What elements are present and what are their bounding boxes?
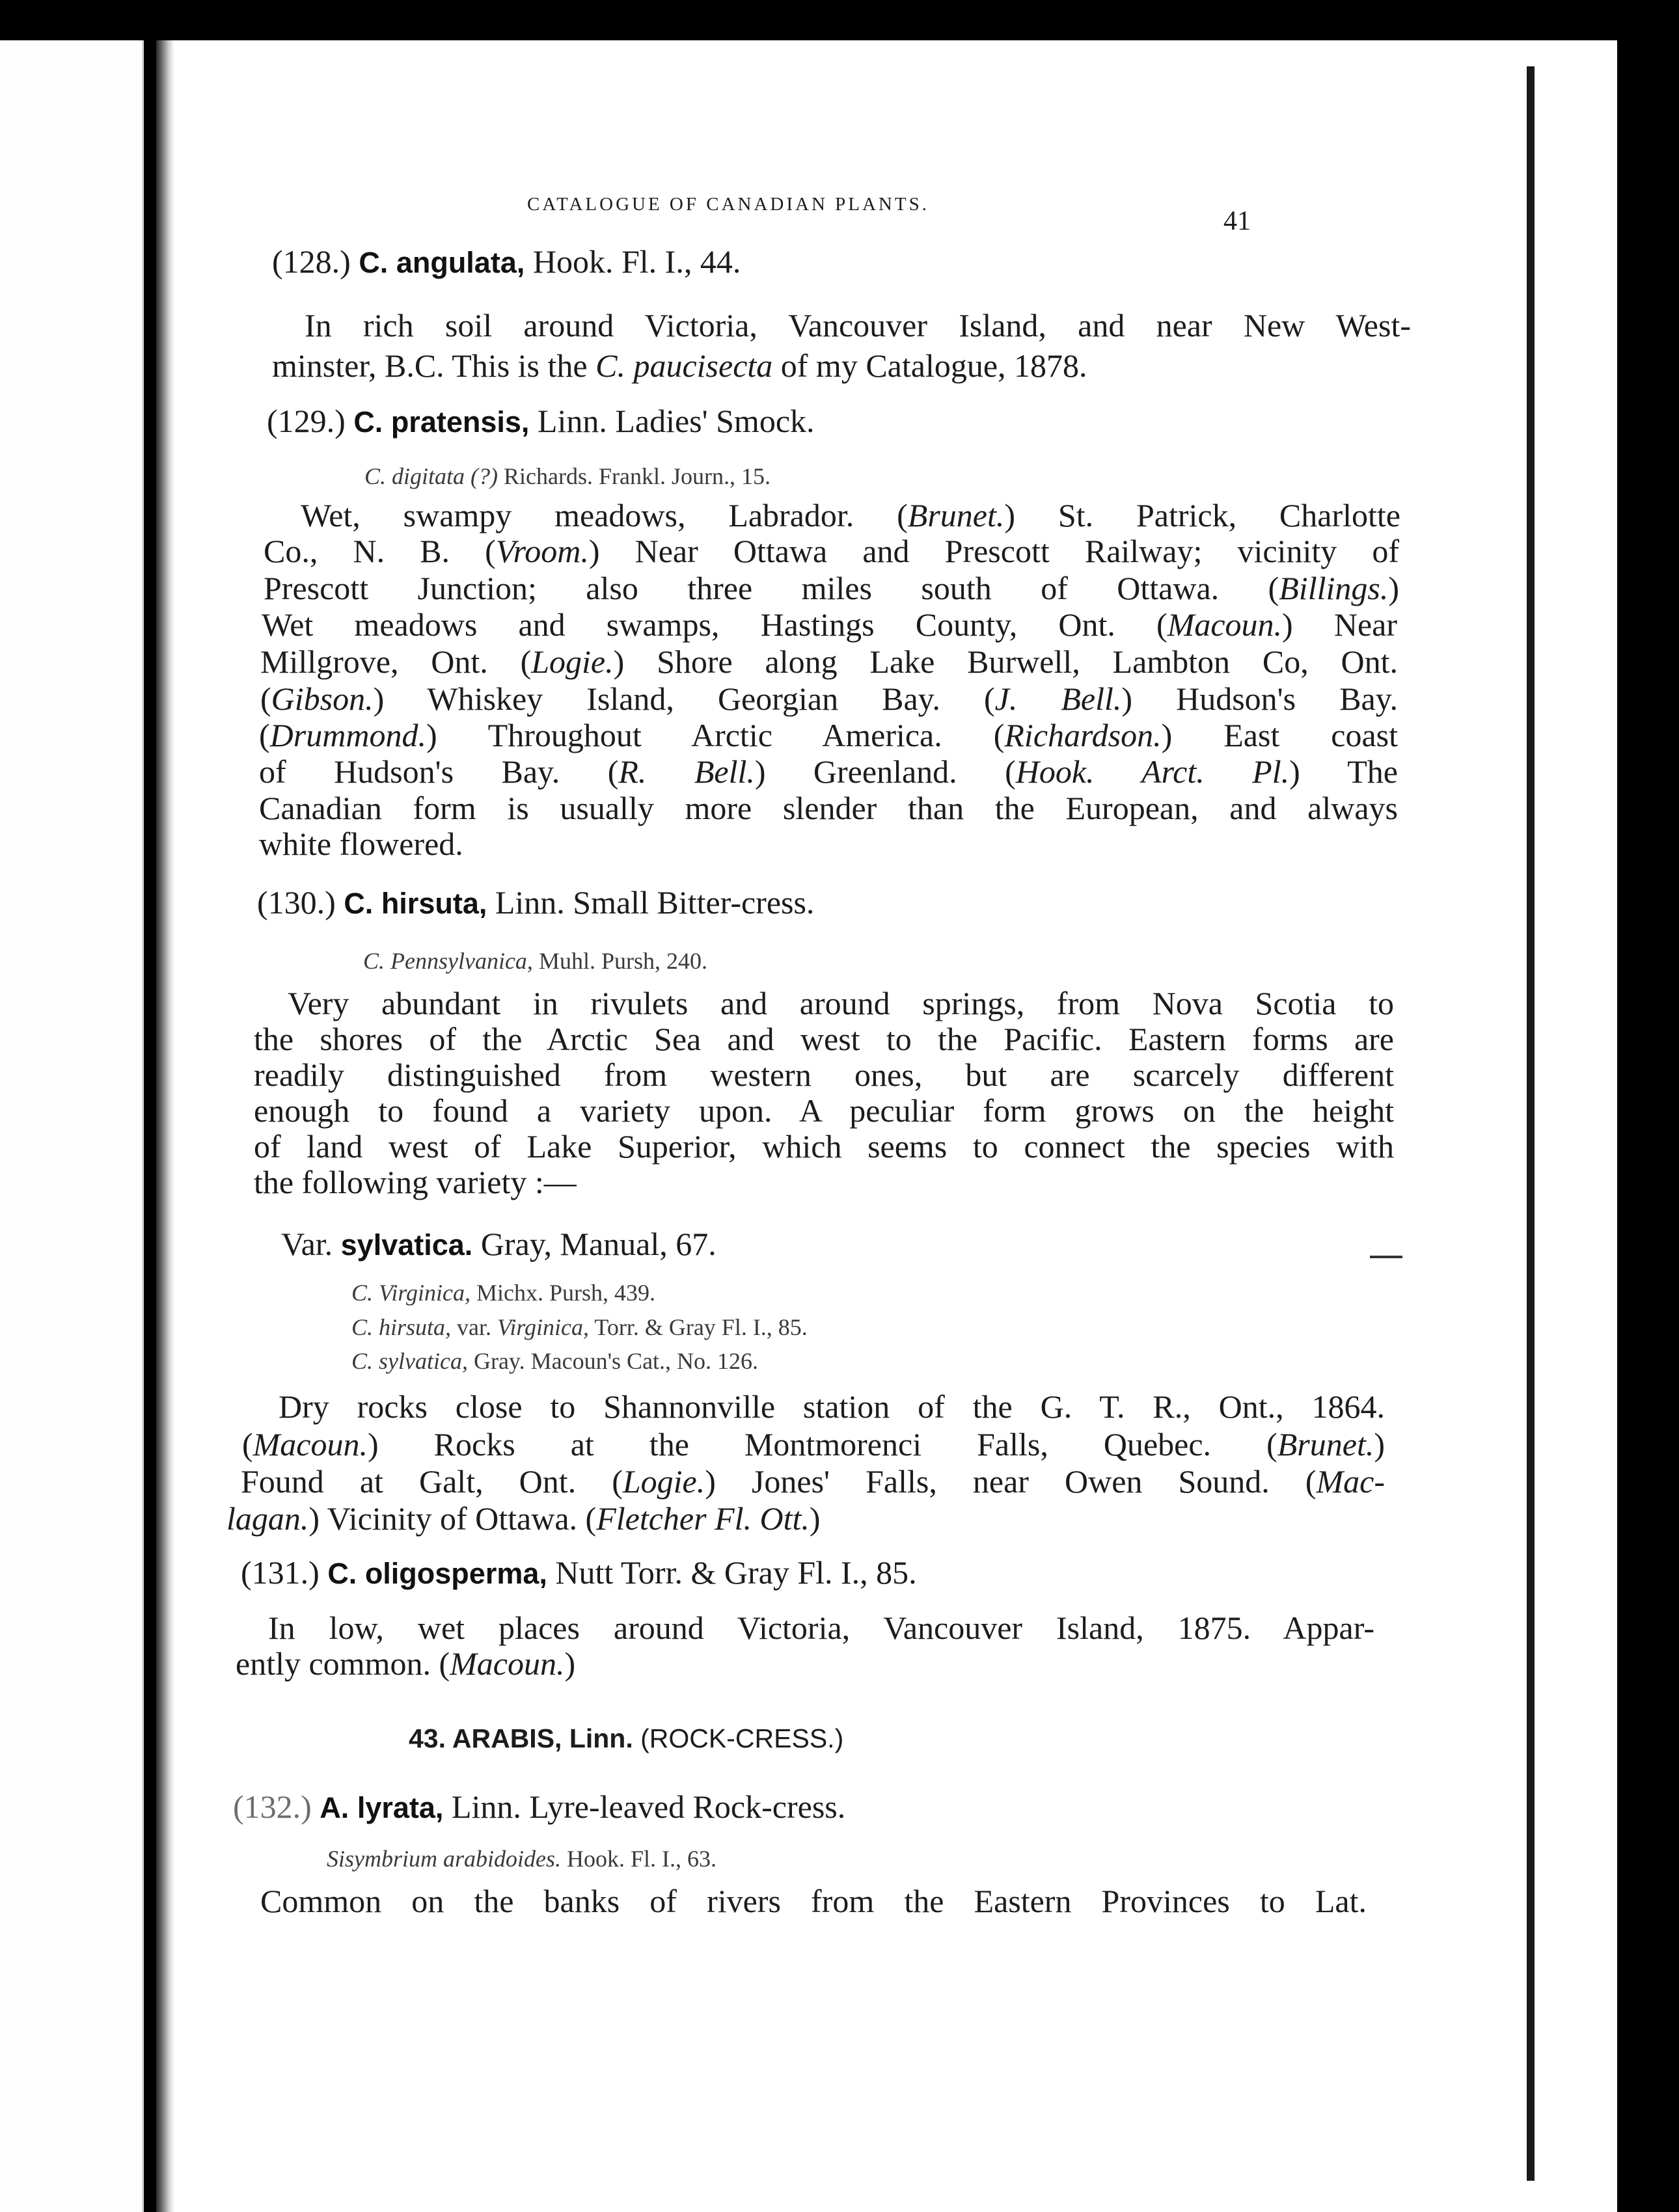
entry-128-text-line: In rich soil around Victoria, Vancouver Island, and near New West- [305,307,1411,344]
authority: Hook. Fl. I., 44. [532,243,741,280]
page-number: 41 [1223,206,1251,236]
entry-130-text-line: enough to found a variety upon. A peculiar form grows on the height [254,1092,1394,1129]
species-name: A. lyrata, [320,1791,444,1824]
entry-129-text-line: Wet, swampy meadows, Labrador. (Brunet.) St. Patrick, Charlotte [301,497,1400,533]
entry-number: (128.) [272,243,351,280]
species-name: C. hirsuta, [344,887,487,920]
variety-text-line: Found at Galt, Ont. (Logie.) Jones' Falls, near Owen Sound. (Mac- [241,1463,1385,1500]
authority: Linn. Ladies' Smock. [537,403,815,439]
authority: Linn. Lyre-leaved Rock-cress. [451,1788,846,1825]
synonym-line: C. Pennsylvanica, Muhl. Pursh, 240. [363,948,707,974]
synonym-line: C. digitata (?) Richards. Frankl. Journ., 15. [364,463,771,489]
variety-prefix: Var. [281,1226,333,1262]
variety-heading [281,1224,717,1265]
entry-number: (130.) [257,884,336,921]
entry-130-heading [257,883,814,923]
synonym-line: C. sylvatica, Gray. Macoun's Cat., No. 126. [351,1348,759,1374]
entry-129-text-line: (Drummond.) Throughout Arctic America. (Richardson.) East coast [259,717,1399,753]
entry-129-text-line: white flowered. [259,826,463,862]
entry-130-text-line: Very abundant in rivulets and around springs, from Nova Scotia to [288,985,1394,1021]
synonym-line: C. hirsuta, var. Virginica, Torr. & Gray Fl. I., 85. [351,1314,808,1340]
entry-130-text-line: the following variety :— [254,1164,577,1200]
scan-border-top [0,0,1679,40]
entry-130-text-line: the shores of the Arctic Sea and west to the Pacific. Eastern forms are [254,1021,1394,1057]
entry-131-text-line: In low, wet places around Victoria, Vancouver Island, 1875. Appar- [268,1610,1374,1646]
variety-text-line: Dry rocks close to Shannonville station of the G. T. R., Ont., 1864. [279,1388,1385,1425]
entry-128-heading [272,242,741,282]
entry-130-text-line: of land west of Lake Superior, which seems to connect the species with [254,1128,1394,1165]
previous-page-edge [0,40,144,2212]
entry-129-text-line: Prescott Junction; also three miles south of Ottawa. (Billings.) [264,570,1399,606]
species-name: C. angulata, [359,246,525,279]
gutter-shadow [156,40,174,2212]
genus-heading [409,1719,843,1758]
species-name: C. oligosperma, [327,1557,547,1590]
scan-border-right [1617,0,1679,2212]
authority: Linn. Small Bitter-cress. [495,884,815,921]
entry-129-text-line: Wet meadows and swamps, Hastings County, Ont. (Macoun.) Near [262,606,1398,643]
entry-132-heading [233,1787,845,1828]
synonym-line: C. Virginica, Michx. Pursh, 439. [351,1280,656,1306]
entry-129-text-line: Canadian form is usually more slender than the European, and always [259,790,1398,826]
page-edge-rule [1527,66,1535,2181]
entry-130-text-line: readily distinguished from western ones, but are scarcely different [254,1057,1394,1093]
variety-text-line: (Macoun.) Rocks at the Montmorenci Falls, Quebec. (Brunet.) [242,1426,1385,1463]
entry-number: (132.) [233,1788,312,1825]
entry-number: (131.) [241,1554,320,1591]
genus-common-name: (ROCK-CRESS.) [640,1723,844,1753]
margin-mark [1370,1256,1402,1258]
entry-number: (129.) [267,403,346,439]
species-name: C. pratensis, [353,405,530,438]
entry-129-heading [267,401,815,442]
authority: Nutt Torr. & Gray Fl. I., 85. [555,1554,917,1591]
entry-129-text-line: Co., N. B. (Vroom.) Near Ottawa and Prescott Railway; vicinity of [264,533,1399,569]
entry-131-heading [241,1553,917,1593]
variety-text-line: lagan.) Vicinity of Ottawa. (Fletcher Fl. Ott.) [226,1500,821,1537]
entry-131-text-line: ently common. (Macoun.) [236,1645,576,1682]
entry-129-text-line: (Gibson.) Whiskey Island, Georgian Bay. (J. Bell.) Hudson's Bay. [260,681,1398,717]
authority: Gray, Manual, 67. [480,1226,717,1262]
variety-name: sylvatica. [340,1228,473,1261]
entry-132-text-line: Common on the banks of rivers from the Eastern Provinces to Lat. [260,1883,1367,1919]
entry-128-text-line: minster, B.C. This is the C. paucisecta of my Catalogue, 1878. [272,347,1087,384]
entry-129-text-line: of Hudson's Bay. (R. Bell.) Greenland. (Hook. Arct. Pl.) The [259,753,1399,790]
synonym-line: Sisymbrium arabidoides. Hook. Fl. I., 63. [327,1846,717,1872]
running-title: CATALOGUE OF CANADIAN PLANTS. [527,194,929,215]
genus-label: 43. ARABIS, Linn. [409,1723,633,1753]
entry-129-text-line: Millgrove, Ont. (Logie.) Shore along Lake Burwell, Lambton Co, Ont. [260,643,1398,680]
book-page [156,40,1617,2212]
